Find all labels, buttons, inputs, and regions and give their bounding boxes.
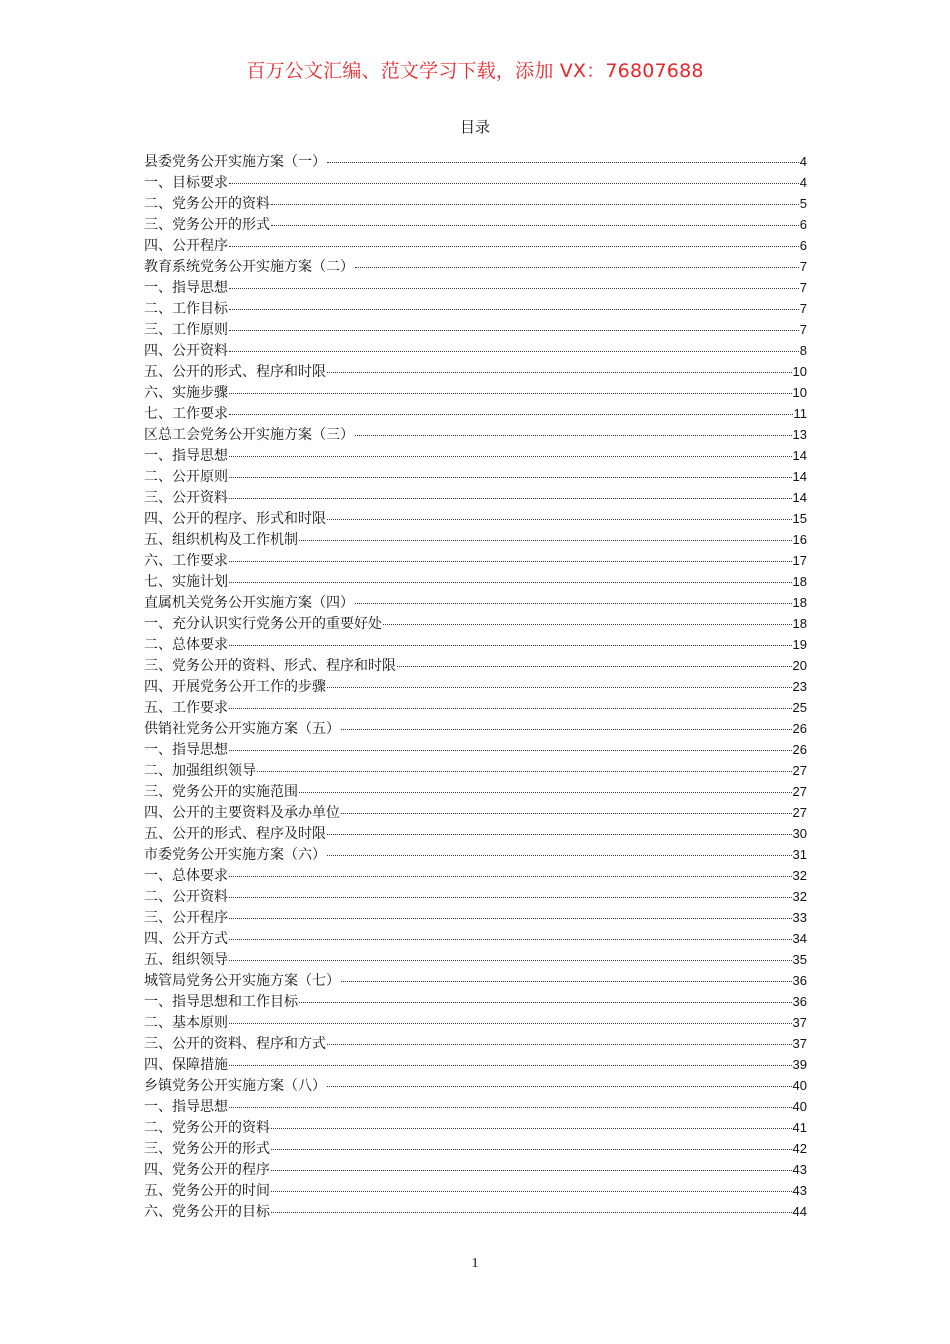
toc-entry-page: 7 — [799, 301, 807, 316]
toc-leader-dots — [229, 917, 792, 919]
toc-entry-page: 39 — [792, 1057, 807, 1072]
toc-entry-page: 5 — [799, 196, 807, 211]
toc-leader-dots — [229, 308, 799, 310]
toc-entry-page: 23 — [792, 679, 807, 694]
toc-entry-page: 15 — [792, 511, 807, 526]
toc-entry-label: 四、保障措施 — [144, 1057, 228, 1073]
toc-entry[interactable] — [144, 949, 807, 970]
toc-entry-page: 37 — [792, 1036, 807, 1051]
toc-entry-page: 14 — [792, 490, 807, 505]
toc-entry[interactable] — [144, 1033, 807, 1054]
toc-leader-dots — [355, 266, 799, 268]
toc-entry-label: 二、党务公开的资料 — [144, 196, 270, 212]
toc-leader-dots — [299, 539, 792, 541]
toc-leader-dots — [327, 854, 792, 856]
toc-entry[interactable] — [144, 823, 807, 844]
header-banner: 百万公文汇编、范文学习下载，添加 VX：76807688 — [246, 60, 704, 82]
toc-entry-label: 四、开展党务公开工作的步骤 — [144, 679, 326, 695]
toc-entry-page: 11 — [793, 406, 807, 421]
toc-entry-label: 教育系统党务公开实施方案（二） — [144, 259, 354, 275]
toc-entry-label: 四、公开资料 — [144, 343, 228, 359]
toc-entry-page: 18 — [792, 574, 807, 589]
toc-entry[interactable] — [144, 613, 807, 634]
toc-entry[interactable] — [144, 193, 807, 214]
page-number: 1 — [471, 1256, 479, 1271]
toc-entry-label: 二、公开原则 — [144, 469, 228, 485]
toc-entry-page: 27 — [792, 784, 807, 799]
toc-entry-page: 34 — [792, 931, 807, 946]
toc-entry-label: 七、工作要求 — [144, 406, 228, 422]
toc-entry[interactable] — [144, 1201, 807, 1222]
toc-entry[interactable] — [144, 697, 807, 718]
toc-entry-label: 乡镇党务公开实施方案（八） — [144, 1078, 326, 1094]
toc-entry-label: 直属机关党务公开实施方案（四） — [144, 595, 354, 611]
toc-leader-dots — [355, 602, 792, 604]
toc-entry-page: 40 — [792, 1078, 807, 1093]
toc-entry-label: 四、公开方式 — [144, 931, 228, 947]
toc-entry-label: 五、公开的形式、程序和时限 — [144, 364, 326, 380]
toc-entry[interactable] — [144, 151, 807, 172]
toc-entry-page: 7 — [799, 280, 807, 295]
toc-leader-dots — [327, 371, 792, 373]
toc-entry-label: 一、总体要求 — [144, 868, 228, 884]
toc-leader-dots — [327, 1043, 792, 1045]
toc-entry[interactable] — [144, 571, 807, 592]
toc-leader-dots — [327, 518, 792, 520]
toc-entry[interactable] — [144, 928, 807, 949]
toc-entry-label: 五、党务公开的时间 — [144, 1183, 270, 1199]
toc-leader-dots — [327, 686, 792, 688]
toc-leader-dots — [397, 665, 792, 667]
toc-leader-dots — [229, 392, 792, 394]
toc-leader-dots — [229, 1022, 792, 1024]
toc-entry[interactable] — [144, 592, 807, 613]
toc-entry-label: 一、指导思想 — [144, 742, 228, 758]
toc-entry[interactable] — [144, 466, 807, 487]
toc-entry[interactable] — [144, 907, 807, 928]
toc-entry-page: 43 — [792, 1162, 807, 1177]
toc-leader-dots — [271, 1211, 792, 1213]
toc-entry[interactable] — [144, 802, 807, 823]
toc-entry[interactable] — [144, 1096, 807, 1117]
toc-leader-dots — [229, 245, 799, 247]
toc-entry-label: 三、党务公开的实施范围 — [144, 784, 298, 800]
toc-leader-dots — [229, 455, 792, 457]
toc-entry[interactable] — [144, 718, 807, 739]
toc-leader-dots — [299, 1001, 792, 1003]
toc-entry-label: 一、指导思想和工作目标 — [144, 994, 298, 1010]
toc-entry-page: 32 — [792, 868, 807, 883]
toc-entry-page: 36 — [792, 994, 807, 1009]
toc-leader-dots — [271, 1148, 792, 1150]
toc-entry[interactable] — [144, 550, 807, 571]
toc-leader-dots — [229, 1106, 792, 1108]
toc-entry-label: 二、基本原则 — [144, 1015, 228, 1031]
toc-entry[interactable] — [144, 781, 807, 802]
toc-entry[interactable] — [144, 1054, 807, 1075]
toc-title: 目录 — [459, 118, 490, 136]
toc-leader-dots — [341, 812, 792, 814]
toc-entry[interactable] — [144, 865, 807, 886]
toc-entry[interactable] — [144, 634, 807, 655]
toc-leader-dots — [229, 413, 793, 415]
toc-entry[interactable] — [144, 235, 807, 256]
table-of-contents — [144, 151, 807, 1222]
toc-entry-page: 10 — [792, 364, 807, 379]
toc-leader-dots — [341, 728, 792, 730]
toc-leader-dots — [271, 1127, 792, 1129]
toc-entry[interactable] — [144, 1159, 807, 1180]
toc-leader-dots — [229, 875, 792, 877]
toc-leader-dots — [271, 224, 799, 226]
toc-entry[interactable] — [144, 424, 807, 445]
toc-entry[interactable] — [144, 1117, 807, 1138]
toc-entry-page: 26 — [792, 721, 807, 736]
toc-leader-dots — [327, 161, 799, 163]
toc-leader-dots — [229, 938, 792, 940]
toc-entry[interactable] — [144, 886, 807, 907]
toc-entry-page: 20 — [792, 658, 807, 673]
toc-entry-page: 31 — [792, 847, 807, 862]
toc-leader-dots — [327, 1085, 792, 1087]
toc-leader-dots — [229, 644, 792, 646]
toc-leader-dots — [271, 1169, 792, 1171]
toc-entry-label: 供销社党务公开实施方案（五） — [144, 721, 340, 737]
toc-entry-label: 二、总体要求 — [144, 637, 228, 653]
toc-entry-label: 三、公开的资料、程序和方式 — [144, 1036, 326, 1052]
toc-entry-label: 三、党务公开的形式 — [144, 1141, 270, 1157]
toc-leader-dots — [229, 1064, 792, 1066]
toc-entry-label: 一、指导思想 — [144, 280, 228, 296]
toc-leader-dots — [229, 350, 799, 352]
toc-entry-label: 五、组织机构及工作机制 — [144, 532, 298, 548]
toc-entry[interactable] — [144, 1012, 807, 1033]
toc-entry-label: 二、工作目标 — [144, 301, 228, 317]
toc-entry-page: 18 — [792, 595, 807, 610]
toc-entry-label: 城管局党务公开实施方案（七） — [144, 973, 340, 989]
toc-leader-dots — [229, 707, 792, 709]
toc-entry-label: 六、实施步骤 — [144, 385, 228, 401]
toc-entry-page: 27 — [792, 805, 807, 820]
toc-entry-label: 三、公开资料 — [144, 490, 228, 506]
toc-entry-label: 区总工会党务公开实施方案（三） — [144, 427, 354, 443]
toc-entry[interactable] — [144, 739, 807, 760]
toc-entry-page: 44 — [792, 1204, 807, 1219]
toc-entry[interactable] — [144, 319, 807, 340]
toc-leader-dots — [229, 182, 799, 184]
toc-entry-page: 25 — [792, 700, 807, 715]
toc-entry-label: 五、组织领导 — [144, 952, 228, 968]
toc-entry-label: 一、充分认识实行党务公开的重要好处 — [144, 616, 382, 632]
toc-entry-page: 26 — [792, 742, 807, 757]
toc-leader-dots — [229, 560, 792, 562]
toc-entry[interactable] — [144, 676, 807, 697]
toc-leader-dots — [271, 1190, 792, 1192]
toc-entry-page: 41 — [792, 1120, 807, 1135]
toc-entry-label: 三、党务公开的资料、形式、程序和时限 — [144, 658, 396, 674]
toc-entry-page: 37 — [792, 1015, 807, 1030]
toc-entry-page: 13 — [792, 427, 807, 442]
toc-entry[interactable] — [144, 277, 807, 298]
toc-entry-label: 四、公开的程序、形式和时限 — [144, 511, 326, 527]
toc-entry-label: 一、指导思想 — [144, 448, 228, 464]
toc-entry[interactable] — [144, 487, 807, 508]
toc-entry[interactable] — [144, 340, 807, 361]
toc-entry-label: 六、工作要求 — [144, 553, 228, 569]
toc-entry-page: 4 — [799, 175, 807, 190]
toc-entry[interactable] — [144, 172, 807, 193]
toc-entry-label: 二、党务公开的资料 — [144, 1120, 270, 1136]
toc-leader-dots — [355, 434, 792, 436]
toc-entry-label: 三、工作原则 — [144, 322, 228, 338]
toc-entry-page: 27 — [792, 763, 807, 778]
toc-entry-page: 36 — [792, 973, 807, 988]
toc-entry-label: 四、公开的主要资料及承办单位 — [144, 805, 340, 821]
toc-leader-dots — [229, 329, 799, 331]
toc-entry[interactable] — [144, 844, 807, 865]
toc-entry-label: 二、公开资料 — [144, 889, 228, 905]
toc-entry-label: 五、公开的形式、程序及时限 — [144, 826, 326, 842]
toc-entry[interactable] — [144, 256, 807, 277]
toc-entry-label: 七、实施计划 — [144, 574, 228, 590]
toc-entry[interactable] — [144, 361, 807, 382]
toc-entry-page: 40 — [792, 1099, 807, 1114]
toc-entry-page: 19 — [792, 637, 807, 652]
toc-leader-dots — [271, 203, 799, 205]
toc-entry-label: 二、加强组织领导 — [144, 763, 256, 779]
toc-entry-page: 18 — [792, 616, 807, 631]
toc-entry-page: 10 — [792, 385, 807, 400]
toc-entry[interactable] — [144, 445, 807, 466]
toc-leader-dots — [229, 749, 792, 751]
toc-entry[interactable] — [144, 382, 807, 403]
toc-entry-page: 43 — [792, 1183, 807, 1198]
toc-entry-label: 三、党务公开的形式 — [144, 217, 270, 233]
toc-entry-page: 6 — [799, 238, 807, 253]
toc-leader-dots — [229, 896, 792, 898]
toc-leader-dots — [229, 476, 792, 478]
toc-entry[interactable] — [144, 403, 807, 424]
toc-entry[interactable] — [144, 214, 807, 235]
toc-entry-label: 六、党务公开的目标 — [144, 1204, 270, 1220]
toc-entry-page: 35 — [792, 952, 807, 967]
toc-entry-page: 17 — [792, 553, 807, 568]
toc-leader-dots — [383, 623, 792, 625]
toc-entry-label: 四、公开程序 — [144, 238, 228, 254]
toc-leader-dots — [257, 770, 792, 772]
toc-entry-page: 33 — [792, 910, 807, 925]
toc-entry-page: 32 — [792, 889, 807, 904]
toc-entry[interactable] — [144, 529, 807, 550]
toc-leader-dots — [229, 287, 799, 289]
toc-entry-label: 四、党务公开的程序 — [144, 1162, 270, 1178]
toc-leader-dots — [341, 980, 792, 982]
toc-entry-page: 7 — [799, 259, 807, 274]
toc-leader-dots — [327, 833, 792, 835]
toc-leader-dots — [229, 581, 792, 583]
toc-entry-page: 4 — [799, 154, 807, 169]
toc-entry-page: 7 — [799, 322, 807, 337]
toc-entry[interactable] — [144, 970, 807, 991]
toc-entry-page: 6 — [799, 217, 807, 232]
toc-entry[interactable] — [144, 508, 807, 529]
toc-entry-page: 16 — [792, 532, 807, 547]
toc-entry[interactable] — [144, 1075, 807, 1096]
toc-entry[interactable] — [144, 991, 807, 1012]
toc-leader-dots — [229, 959, 792, 961]
toc-entry[interactable] — [144, 760, 807, 781]
toc-entry-page: 14 — [792, 448, 807, 463]
toc-entry[interactable] — [144, 655, 807, 676]
toc-leader-dots — [299, 791, 792, 793]
toc-entry-label: 县委党务公开实施方案（一） — [144, 154, 326, 170]
toc-leader-dots — [229, 497, 792, 499]
toc-entry[interactable] — [144, 298, 807, 319]
toc-entry-page: 30 — [792, 826, 807, 841]
toc-entry-page: 14 — [792, 469, 807, 484]
toc-entry-label: 一、目标要求 — [144, 175, 228, 191]
toc-entry-page: 8 — [799, 343, 807, 358]
toc-entry-label: 五、工作要求 — [144, 700, 228, 716]
toc-entry-label: 三、公开程序 — [144, 910, 228, 926]
toc-entry-page: 42 — [792, 1141, 807, 1156]
toc-entry[interactable] — [144, 1138, 807, 1159]
toc-entry[interactable] — [144, 1180, 807, 1201]
toc-entry-label: 市委党务公开实施方案（六） — [144, 847, 326, 863]
toc-entry-label: 一、指导思想 — [144, 1099, 228, 1115]
